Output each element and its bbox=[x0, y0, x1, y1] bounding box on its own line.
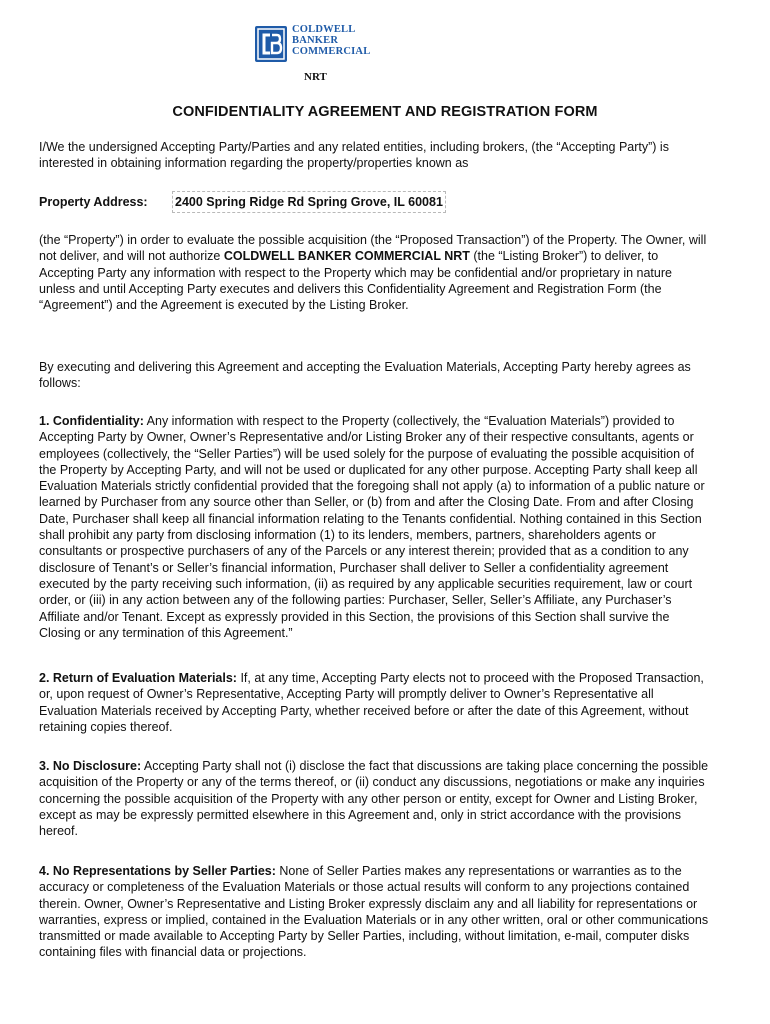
logo-line-2: BANKER bbox=[292, 35, 339, 46]
section-confidentiality bbox=[39, 413, 711, 641]
section-heading: 3. No Disclosure: bbox=[39, 759, 142, 773]
cb-logo-icon bbox=[255, 26, 287, 62]
section-no-representations bbox=[39, 863, 711, 961]
document-title: CONFIDENTIALITY AGREEMENT AND REGISTRATION FORM bbox=[172, 104, 598, 120]
listing-broker-name: COLDWELL BANKER COMMERCIAL NRT bbox=[223, 249, 470, 264]
section-no-disclosure bbox=[39, 758, 711, 839]
section-heading: 1. Confidentiality: bbox=[39, 414, 144, 428]
section-body: Accepting Party shall not (i) disclose the fact that discussions are taking place concerning the possible acquisition of the Property or any of the terms thereof, or (ii) conduct any discussions, negotiations or make any inquiries concerning the possible acquisition of the Property with any other person or entity, except for Owner and Listing Broker, except as may be expressly permitted elsewhere in this Agreement and, only in strict accordance with the provisions hereof. bbox=[39, 759, 709, 839]
logo-line-1: COLDWELL bbox=[292, 24, 356, 35]
section-body: If, at any time, Accepting Party elects not to proceed with the Proposed Transaction, or, upon request of Owner’s Representative, Accepting Party will promptly deliver to Owner’s Representative all Evaluation Materials received by Accepting Party, whether received before or after the date of this Agreement, without retaining copies thereof. bbox=[39, 671, 704, 734]
logo-line-3: COMMERCIAL bbox=[292, 46, 371, 57]
property-para-text-2: (the “Listing Broker”) to deliver, to Accepting Party any information with respect to the Property which may be confidential and/or proprietary in nature unless and until Accepting Party executes and delivers this Confidentiality Agreement and Registration Form (the bbox=[39, 249, 672, 296]
property-address-row bbox=[39, 192, 719, 214]
section-body: None of Seller Parties makes any representations or warranties as to the accuracy or completeness of the Evaluation Materials or those actual results will conform to any projections contained therein. Owner, Owner’s Representative and Listing Broker expressly disclaim any and all liability for representations or warranties, express or implied, contained in the Evaluation Materials or in any other written, oral or other communications transmitted or made available to Accepting Party by Seller Parties, including, without limitation, e-mail, computer disks containing files with financial data or projections. bbox=[39, 864, 709, 960]
section-heading: 2. Return of Evaluation Materials: bbox=[39, 671, 237, 685]
section-heading: 4. No Representations by Seller Parties: bbox=[39, 864, 276, 878]
intro-paragraph: I/We the undersigned Accepting Party/Parties and any related entities, including brokers, (the “Accepting Party”) is interested in obtaining information regarding the property/properties known as bbox=[39, 140, 669, 171]
logo-sub: NRT bbox=[304, 71, 327, 83]
property-address-label: Property Address: bbox=[39, 195, 148, 209]
logo-wordmark bbox=[292, 24, 370, 57]
property-para-text-1: (the “Property”) in order to evaluate the possible acquisition (the “Proposed Transaction”) of the Property. The Owner, will not deliver, and will not authorize bbox=[39, 233, 707, 264]
property-address-field[interactable]: 2400 Spring Ridge Rd Spring Grove, IL 60081 bbox=[172, 191, 446, 213]
property-para-text-3: “Agreement”) and the Agreement is executed by the Listing Broker. bbox=[39, 298, 409, 313]
property-paragraph bbox=[39, 232, 711, 313]
section-return-materials bbox=[39, 670, 711, 735]
section-body: Any information with respect to the Property (collectively, the “Evaluation Materials”) provided to Accepting Party by Owner, Owner’s Representative and/or Listing Broker any of their respective consultants, agents or employees (collectively, the “Seller Parties”) will be used solely for the purpose of evaluating the possible acquisition of the Property by Accepting Party, and will not be used or duplicated for any other purpose. Accepting Party shall keep all Evaluation Materials strictly confidential provided that the foregoing shall not apply (a) to information of a public nature or learned by Purchaser from any source other than Seller, or (b) from and after the Closing Date. From and after Closing Date, Purchaser shall keep all financial information relating to the Tenants confidential. Nothing contained in this Section shall prohibit any party from disclosing information (1) to its lenders, members, partners, shareholders agents or consultants or prospective purchasers of any of the Parcels or any interest therein; provided that as a condition to any disclosure of Tenant’s or Seller’s financial information, Purchaser shall deliver to Seller a confidentiality agreement executed by the party receiving such information, (ii) as required by any applicable securities requirement, law or court order, or (iii) in any action between any of the following parties: Purchaser, Seller, Seller’s Affiliate, any Purchaser’s Affiliate and/or Tenant. Except as expressly provided in this Section, the provisions of this Section shall survive the Closing or any termination of this Agreement.” bbox=[39, 414, 705, 640]
executing-paragraph: By executing and delivering this Agreement and accepting the Evaluation Materials, Accepting Party hereby agrees as follows: bbox=[39, 360, 691, 391]
company-logo bbox=[255, 24, 385, 84]
